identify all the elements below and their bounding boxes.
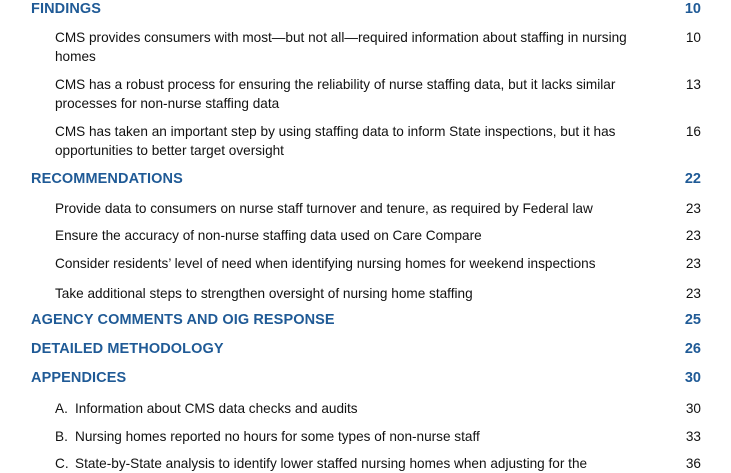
appendix-label: B. bbox=[55, 429, 68, 444]
page-number: 30 bbox=[684, 370, 701, 386]
page-number: 10 bbox=[685, 30, 701, 45]
appendix-label: C. bbox=[55, 456, 69, 471]
section-title: RECOMMENDATIONS bbox=[31, 171, 183, 187]
page-number: 10 bbox=[684, 1, 701, 17]
item-title: CMS has a robust process for ensuring the reliability of nurse staffing data, but it lacks similar processes for non-nurse staffing data bbox=[55, 77, 616, 111]
page-number: 23 bbox=[685, 228, 701, 243]
item-title: Information about CMS data checks and audits bbox=[75, 401, 358, 416]
item-title: Provide data to consumers on nurse staff turnover and tenure, as required by Federal law bbox=[55, 201, 593, 216]
item-title: Nursing homes reported no hours for some types of non-nurse staff bbox=[75, 429, 480, 444]
page-number: 33 bbox=[685, 429, 701, 444]
page-number: 23 bbox=[685, 256, 701, 271]
section-title: AGENCY COMMENTS AND OIG RESPONSE bbox=[31, 312, 335, 328]
page-number: 23 bbox=[685, 201, 701, 216]
item-title: Ensure the accuracy of non-nurse staffing data used on Care Compare bbox=[55, 228, 482, 243]
item-title: State-by-State analysis to identify lower staffed nursing homes when adjusting for the bbox=[75, 456, 588, 471]
page-number: 26 bbox=[684, 341, 701, 357]
page-number: 22 bbox=[684, 171, 701, 187]
page-number: 25 bbox=[684, 312, 701, 328]
page-number: 36 bbox=[685, 456, 701, 471]
page-number: 30 bbox=[685, 401, 701, 416]
appendix-label: A. bbox=[55, 401, 68, 416]
section-title: APPENDICES bbox=[31, 370, 127, 386]
page-number: 16 bbox=[685, 124, 701, 139]
item-title: CMS provides consumers with most—but not all—required information about staffing in nursing homes bbox=[55, 30, 627, 64]
item-title: Take additional steps to strengthen oversight of nursing home staffing bbox=[55, 286, 473, 301]
item-title: Consider residents’ level of need when identifying nursing homes for weekend inspections bbox=[55, 256, 596, 271]
item-title: CMS has taken an important step by using staffing data to inform State inspections, but it has opportunities to better target oversight bbox=[55, 124, 616, 158]
section-title: DETAILED METHODOLOGY bbox=[31, 341, 224, 357]
section-title: FINDINGS bbox=[31, 1, 102, 17]
page-number: 13 bbox=[685, 77, 701, 92]
page-number: 23 bbox=[685, 286, 701, 301]
